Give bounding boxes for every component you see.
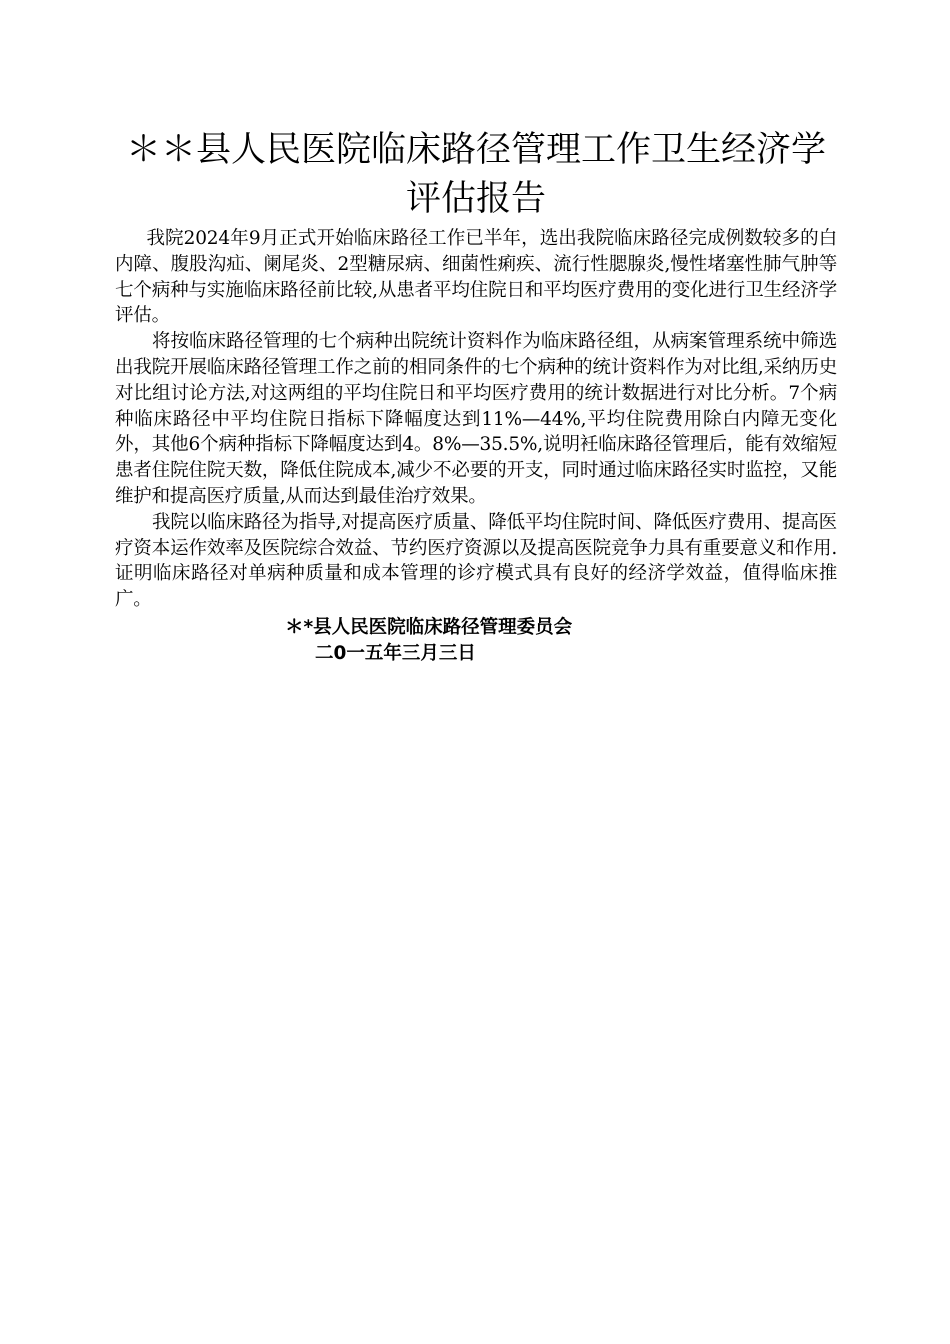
- paragraph-conclusion: 我院以临床路径为指导,对提高医疗质量、降低平均住院时间、降低医疗费用、提高医疗资本运作效率及医院综合效益、节约医疗资源以及提高医院竞争力具有重要意义和作用.证明临床路径对单病种质量和成本管理的诊疗模式具有良好的经济学效益，值得临床推广。: [115, 511, 837, 611]
- document-title: [115, 126, 837, 224]
- paragraph-intro: 我院2024年9月正式开始临床路径工作已半年，选出我院临床路径完成例数较多的白内障、腹股沟疝、阑尾炎、2型糖尿病、细菌性痢疾、流行性腮腺炎,慢性堵塞性肺气肿等七个病种与实施临床路径前比较,从患者平均住院日和平均医疗费用的变化进行卫生经济学评估。: [115, 228, 837, 327]
- signature-block: [115, 615, 837, 667]
- signature-organization: ＊*县人民医院临床路径管理委员会: [285, 616, 573, 638]
- document-body: [115, 226, 837, 613]
- document-page: [115, 126, 837, 667]
- paragraph-method: 将按临床路径管理的七个病种出院统计资料作为临床路径组，从病案管理系统中筛选出我院开展临床路径管理工作之前的相同条件的七个病种的统计资料作为对比组,采纳历史对比组讨论方法,对这两组的平均住院日和平均医疗费用的统计数据进行对比分析。7个病种临床路径中平均住院日指标下降幅度达到11%—44%,平均住院费用除白内障无变化外，其他6个病种指标下降幅度达到4。8%—35.5%,说明衽临床路径管理后，能有效缩短患者住院住院天数，降低住院成本,减少不必要的开支，同时通过临床路径实时监控，又能维护和提高医疗质量,从而达到最佳治疗效果。: [115, 331, 837, 507]
- signature-date: 二0一五年三月三日: [315, 642, 476, 664]
- title-line-1: ＊＊县人民医院临床路径管理工作卫生经济学: [125, 130, 826, 170]
- title-line-2: 评估报告: [405, 179, 546, 219]
